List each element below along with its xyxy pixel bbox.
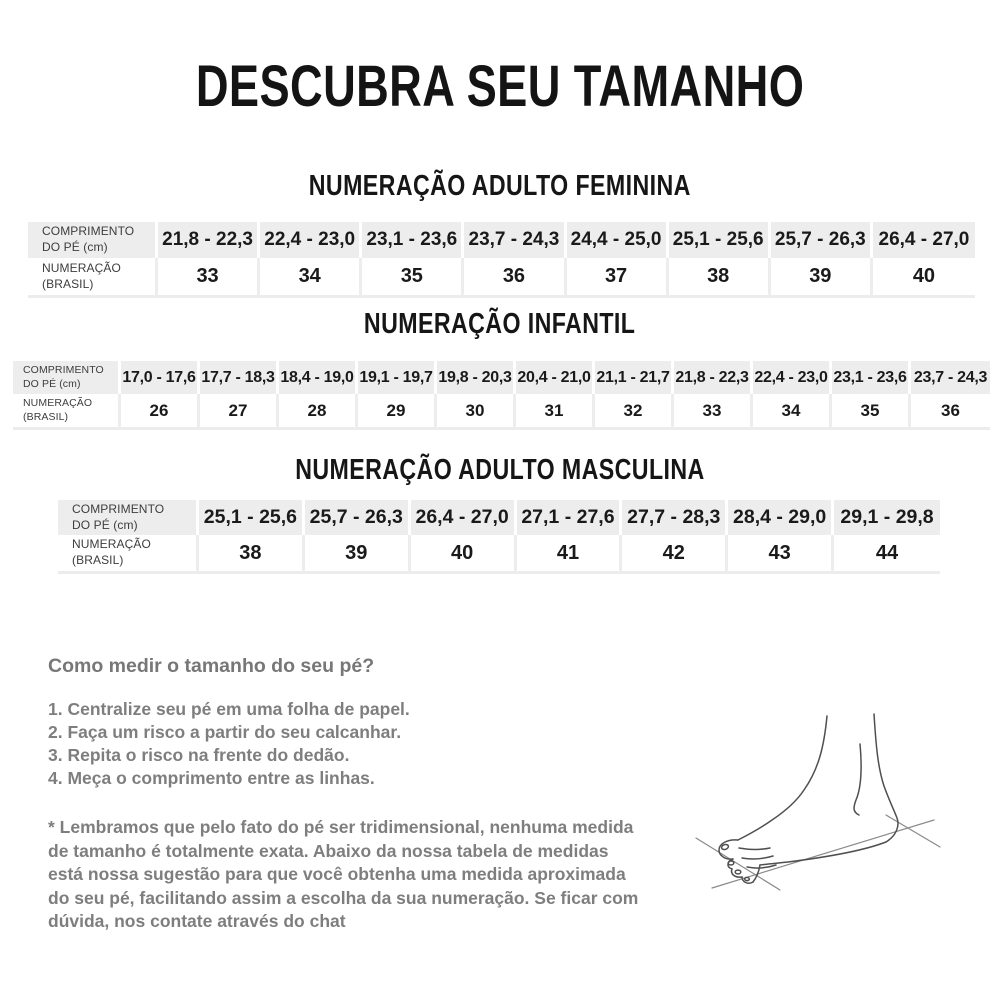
size-number-cell: 43: [728, 535, 834, 571]
size-number-cell: 28: [279, 394, 358, 427]
size-number-cell: 38: [199, 535, 305, 571]
size-number-cell: 31: [516, 394, 595, 427]
size-number-cell: 40: [411, 535, 517, 571]
howto-step-3: 3. Repita o risco na frente do dedão.: [48, 745, 350, 765]
section-title-infantil: NUMERAÇÃO INFANTIL: [364, 308, 636, 340]
howto-note: * Lembramos que pelo fato do pé ser tridimensional, nenhuma medida de tamanho é totalmente exata. Abaixo da nossa tabela de medidas está nossa sugestão para que você obtenha uma medida aproximada do seu pé, facilitando assim a escolha da sua numeração. Se ficar com dúvida, nos contate através do chat: [48, 817, 639, 931]
size-table-feminina: [28, 222, 975, 298]
foot-length-range-cell: 22,4 - 23,0: [260, 222, 362, 258]
size-number-cell: 32: [595, 394, 674, 427]
foot-length-range-cell: 25,7 - 26,3: [305, 500, 411, 535]
size-number-cell: 33: [158, 258, 260, 295]
foot-outline: [719, 714, 898, 883]
size-number-cell: 34: [260, 258, 362, 295]
foot-length-range-cell: 20,4 - 21,0: [516, 361, 595, 394]
size-number-cell: 36: [911, 394, 990, 427]
foot-length-row: [13, 361, 990, 394]
howto-step-4: 4. Meça o comprimento entre as linhas.: [48, 768, 375, 788]
howto-heading: Como medir o tamanho do seu pé?: [48, 655, 375, 677]
foot-length-range-cell: 23,7 - 24,3: [464, 222, 566, 258]
foot-length-range-cell: 21,1 - 21,7: [595, 361, 674, 394]
size-number-cell: 42: [622, 535, 728, 571]
measurement-lines: [696, 815, 940, 890]
size-number-label: NUMERAÇÃO (BRASIL): [58, 535, 199, 571]
howto-section: [48, 655, 643, 934]
foot-length-range-cell: 25,1 - 25,6: [669, 222, 771, 258]
section-title-feminina: NUMERAÇÃO ADULTO FEMININA: [308, 170, 692, 202]
size-number-label: NUMERAÇÃO (BRASIL): [28, 258, 158, 295]
size-number-row: [28, 258, 975, 295]
foot-length-range-cell: 26,4 - 27,0: [873, 222, 975, 258]
foot-length-range-cell: 25,7 - 26,3: [771, 222, 873, 258]
foot-length-range-cell: 23,1 - 23,6: [832, 361, 911, 394]
foot-illustration-svg: [690, 700, 946, 900]
size-number-label: NUMERAÇÃO (BRASIL): [13, 394, 121, 427]
size-number-cell: 39: [771, 258, 873, 295]
foot-length-range-cell: 24,4 - 25,0: [567, 222, 669, 258]
size-number-row: [13, 394, 990, 427]
size-number-cell: 37: [567, 258, 669, 295]
size-number-row: [58, 535, 940, 571]
foot-length-range-cell: 22,4 - 23,0: [753, 361, 832, 394]
howto-step-1: 1. Centralize seu pé em uma folha de papel.: [48, 699, 410, 719]
foot-length-range-cell: 21,8 - 22,3: [674, 361, 753, 394]
foot-length-range-cell: 29,1 - 29,8: [834, 500, 940, 535]
foot-length-range-cell: 27,1 - 27,6: [517, 500, 623, 535]
size-number-cell: 41: [517, 535, 623, 571]
foot-length-range-cell: 25,1 - 25,6: [199, 500, 305, 535]
page-title-text: DESCUBRA SEU TAMANHO: [195, 54, 805, 119]
size-number-cell: 27: [200, 394, 279, 427]
size-table-masculina: [58, 500, 940, 574]
foot-length-range-cell: 17,0 - 17,6: [121, 361, 200, 394]
foot-length-range-cell: 18,4 - 19,0: [279, 361, 358, 394]
foot-length-range-cell: 23,7 - 24,3: [911, 361, 990, 394]
foot-length-range-cell: 28,4 - 29,0: [728, 500, 834, 535]
foot-length-range-cell: 21,8 - 22,3: [158, 222, 260, 258]
size-number-cell: 29: [358, 394, 437, 427]
foot-length-row: [28, 222, 975, 258]
size-number-cell: 35: [362, 258, 464, 295]
foot-length-range-cell: 19,1 - 19,7: [358, 361, 437, 394]
size-number-cell: 30: [437, 394, 516, 427]
foot-length-range-cell: 17,7 - 18,3: [200, 361, 279, 394]
size-table-infantil: [13, 361, 990, 430]
foot-length-label: COMPRIMENTO DO PÉ (cm): [58, 500, 199, 535]
howto-step-2: 2. Faça um risco a partir do seu calcanhar.: [48, 722, 402, 742]
foot-length-label: COMPRIMENTO DO PÉ (cm): [28, 222, 158, 258]
foot-length-range-cell: 19,8 - 20,3: [437, 361, 516, 394]
section-title-masculina: NUMERAÇÃO ADULTO MASCULINA: [295, 454, 705, 486]
foot-length-range-cell: 23,1 - 23,6: [362, 222, 464, 258]
foot-length-label: COMPRIMENTO DO PÉ (cm): [13, 361, 121, 394]
size-number-cell: 35: [832, 394, 911, 427]
size-number-cell: 44: [834, 535, 940, 571]
size-number-cell: 40: [873, 258, 975, 295]
size-number-cell: 33: [674, 394, 753, 427]
size-number-cell: 34: [753, 394, 832, 427]
foot-length-range-cell: 26,4 - 27,0: [411, 500, 517, 535]
size-number-cell: 39: [305, 535, 411, 571]
foot-illustration: [690, 700, 946, 900]
foot-length-row: [58, 500, 940, 535]
page-title: [0, 54, 1000, 119]
size-number-cell: 38: [669, 258, 771, 295]
size-number-cell: 36: [464, 258, 566, 295]
foot-length-range-cell: 27,7 - 28,3: [622, 500, 728, 535]
size-number-cell: 26: [121, 394, 200, 427]
